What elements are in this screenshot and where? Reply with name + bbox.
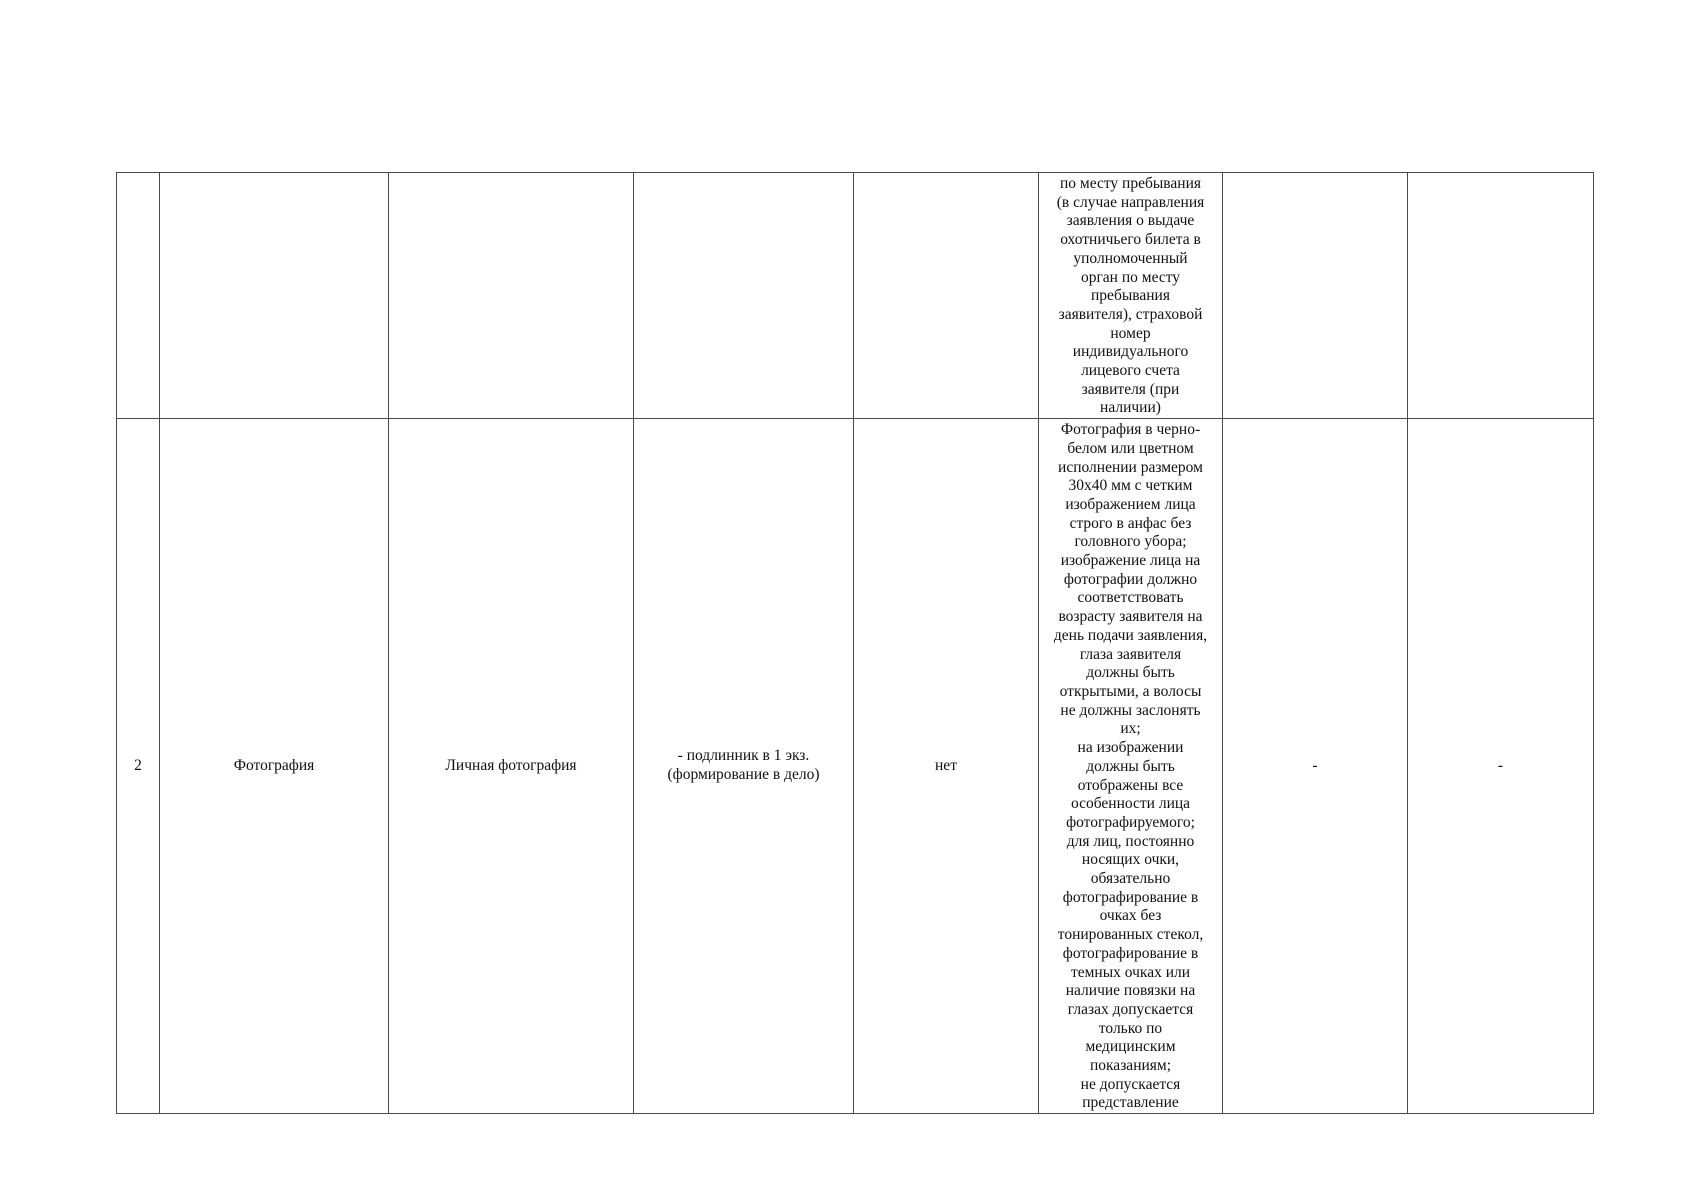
cell-condition: нет [854,419,1039,1114]
requirements-line: очках без [1099,907,1162,925]
requirements-line: заявителя (при [1081,380,1180,398]
requirements-line: отображены все [1077,776,1184,794]
requirements-line: представление [1082,1094,1179,1112]
cell-requirements [1039,173,1223,419]
copies-line: - подлинник в 1 экз. [677,747,810,765]
requirements-line: их; [1120,720,1141,738]
requirements-line: номер [1110,324,1151,342]
table-row [117,173,1594,419]
requirements-line: заявителя), страховой [1058,305,1203,323]
requirements-line: фотографируемого; [1066,813,1195,831]
cell-requirements [1039,419,1223,1114]
copies-line: (формирование в дело) [667,766,820,784]
requirements-line: охотничьего билета в [1060,231,1201,249]
cell-copies [634,173,854,419]
requirements-line: лицевого счета [1081,362,1180,380]
cell-document-name [389,173,634,419]
requirements-line: строго в анфас без [1069,514,1192,532]
requirements-line: носящих очки, [1081,851,1180,869]
requirements-line: белом или цветном [1067,439,1194,457]
requirements-line: особенности лица [1070,795,1191,813]
cell-form-template: - [1223,419,1408,1114]
requirements-line: не допускается [1080,1075,1181,1093]
requirements-line: индивидуального [1072,343,1189,361]
cell-document-name: Личная фотография [389,419,634,1114]
cell-form-template [1223,173,1408,419]
cell-condition [854,173,1039,419]
requirements-line: возрасту заявителя на [1058,608,1203,626]
requirements-line: Фотография в черно- [1060,421,1201,439]
requirements-line: тонированных стекол, [1057,926,1204,944]
requirements-line: исполнении размером [1058,458,1203,476]
requirements-line: медицинским [1085,1038,1176,1056]
cell-document-category [160,173,389,419]
requirements-line: соответствовать [1077,589,1184,607]
requirements-line: должны быть [1086,664,1175,682]
requirements-line: (в случае направления [1056,193,1205,211]
requirements-line: головного убора; [1074,533,1187,551]
requirements-line: только по [1098,1019,1163,1037]
requirements-line: открытыми, а волосы [1059,682,1202,700]
requirements-line: по месту пребывания [1059,175,1201,192]
requirements-line: фотографирование в [1062,888,1199,906]
requirements-line: глаза заявителя [1079,645,1182,663]
requirements-line: не должны заслонять [1060,701,1201,719]
requirements-line: уполномоченный [1073,249,1188,267]
documents-table [116,172,1594,1114]
cell-form-sample [1408,173,1594,419]
requirements-line: на изображении [1077,739,1184,757]
cell-copies [634,419,854,1114]
cell-number [117,173,160,419]
requirements-line: день подачи заявления, [1053,626,1208,644]
requirements-line: обязательно [1090,870,1171,888]
requirements-line: изображением лица [1065,495,1196,513]
requirements-line: изображение лица на [1060,552,1201,570]
requirements-line: орган по месту [1080,268,1181,286]
requirements-line: 30x40 мм с четким [1068,477,1193,495]
requirements-line: должны быть [1086,757,1175,775]
cell-document-category: Фотография [160,419,389,1114]
requirements-line: фотографирование в [1062,944,1199,962]
requirements-line: фотографии должно [1063,570,1198,588]
requirements-line: для лиц, постоянно [1066,832,1195,850]
requirements-line: пребывания [1091,287,1170,305]
cell-number: 2 [117,419,160,1114]
requirements-line: показаниям; [1089,1057,1172,1075]
requirements-line: наличии) [1100,399,1161,417]
requirements-line: наличие повязки на [1065,982,1196,1000]
requirements-line: темных очках или [1070,963,1191,981]
requirements-line: глазах допускается [1067,1000,1194,1018]
requirements-line: заявления о выдаче [1066,212,1195,230]
cell-form-sample: - [1408,419,1594,1114]
table-row [117,419,1594,1114]
